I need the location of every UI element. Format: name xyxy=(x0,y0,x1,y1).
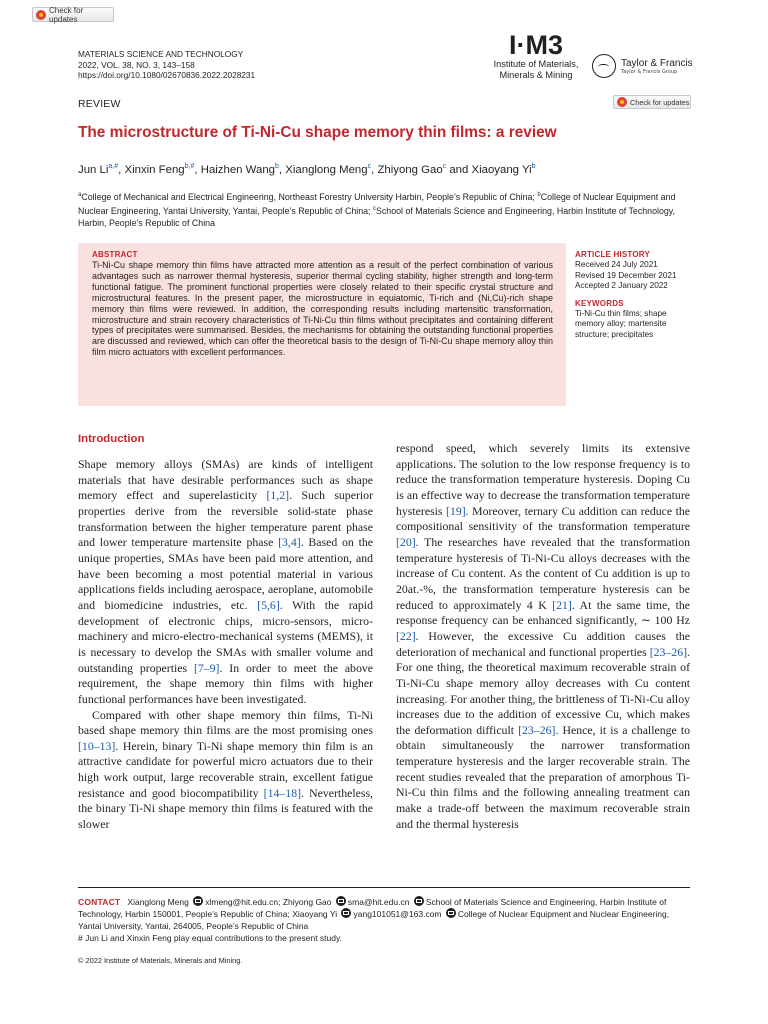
citation-link[interactable]: [1,2] xyxy=(266,488,290,503)
author-affiliation-mark: b xyxy=(275,163,279,170)
body-text: . Such superior properties derive from the reversible solid-state phase transformation between the higher temperature parent phase and lower temperature martensite phase xyxy=(78,488,373,550)
contact-name-1: Xianglong Meng xyxy=(127,897,189,907)
im3-logo-text xyxy=(484,59,588,81)
author-name: Haizhen Wang xyxy=(200,163,276,176)
contact-block xyxy=(78,896,690,944)
body-text: Compared with other shape memory thin films, Ti-Ni based shape memory thin films are the most promising ones xyxy=(78,707,373,738)
body-text: . Herein, binary Ti-Ni shape memory thin film is an attractive candidate for powerful micro actuators due to their high work output, large recoverable strain, excellent fatigue resistance and good biocompatibility xyxy=(78,738,373,800)
citation-link[interactable]: [10–13] xyxy=(78,738,116,753)
author-separator: , xyxy=(278,163,286,176)
journal-doi[interactable]: https://doi.org/10.1080/02670836.2022.2028231 xyxy=(78,70,256,81)
affil-mark-b: b xyxy=(537,192,541,198)
author-separator: and xyxy=(446,163,472,176)
im3-line1: Institute of Materials, xyxy=(493,59,579,69)
equal-contribution-note: # Jun Li and Xinxin Feng play equal contributions to the present study. xyxy=(78,933,342,944)
article-sidebar xyxy=(575,250,695,341)
author-affiliation-mark: b,# xyxy=(184,163,195,170)
citation-link[interactable]: [19] xyxy=(446,503,466,518)
footer-rule xyxy=(78,887,690,888)
abstract-heading: ABSTRACT xyxy=(92,250,138,259)
introduction-heading: Introduction xyxy=(78,433,145,445)
body-text: . Nevertheless, the binary Ti-Ni shape memory thin films is featured with the slower xyxy=(78,785,373,832)
affil-b: College of Nuclear Equipment and Nuclear Engineering, Yantai University, Yantai, People’s Republic of China; xyxy=(78,191,676,217)
citation-link[interactable]: [23–26] xyxy=(649,644,688,659)
abstract-text: Ti-Ni-Cu shape memory thin films have attracted more attention as a result of the perfect combination of various advantages such as narrower thermal hysteresis, superior thermal cycling stability, higher strength and long-term functional fatigue. The prominent functional properties were closely related to their specific crystal structure and microstructural features. In the present paper, the microstructure in equiatomic, Ti-rich and (Ni,Cu)-rich shape memory thin films were reviewed. In addition, the corresponding results including martensitic transformation, microstructure and strain recovery characteristics of Ti-Ni-Cu thin films without precipitates and containing different types of precipitates were summarised. Besides, the mechanisms for obtaining the outstanding functional properties are discussed and reviewed, which can offer the theoretical basis to the design of Ti-Ni-Cu shape memory alloy thin film micro actuators with excellent performances. xyxy=(92,260,553,358)
contact-label: CONTACT xyxy=(78,897,121,907)
citation-link[interactable]: [3,4] xyxy=(278,535,301,550)
keywords-heading: KEYWORDS xyxy=(575,298,624,308)
journal-volume: 2022, VOL. 38, NO. 3, 143–158 xyxy=(78,59,195,70)
body-column-right xyxy=(396,441,690,832)
affil-c: School of Materials Science and Engineering, Harbin Institute of Technology, Harbin, People’s Republic of China xyxy=(78,206,676,229)
intro-paragraph-2 xyxy=(78,708,373,833)
body-text: . Based on the unique properties, SMAs have been paid more attention, and have been becoming a most potential material in various applications fields including aerospace, aeroplane, automobile and biomedicine industries, etc. xyxy=(78,535,373,612)
article-title: The microstructure of Ti-Ni-Cu shape memory thin films: a review xyxy=(78,124,557,141)
author-separator: , xyxy=(371,163,378,176)
author-name: Xianglong Meng xyxy=(285,163,368,176)
citation-link[interactable]: [14–18] xyxy=(263,785,302,800)
history-received: Received 24 July 2021 xyxy=(575,260,658,269)
citation-link[interactable]: [7–9] xyxy=(193,660,220,675)
body-text: . With the rapid development of electronic chips, micro-sensors, micro-machinery and micro-electro-mechanical systems (MEMS), it is necessary to develop the SMAs with smaller volume and outstanding properties xyxy=(78,597,373,675)
contact-address-2: College of Nuclear Equipment and Nuclear Engineering, Yantai University, Yantai, 264005, People’s Republic of China xyxy=(78,909,670,932)
check-updates-icon xyxy=(617,97,627,107)
author-affiliation-mark: b xyxy=(531,163,536,170)
body-text: . However, the excessive Cu addition causes the deterioration of mechanical and functional properties xyxy=(396,628,690,659)
contact-email-1[interactable]: xlmeng@hit.edu.cn xyxy=(205,897,279,907)
affiliations xyxy=(78,189,690,229)
check-for-updates-button[interactable] xyxy=(32,7,114,22)
journal-info xyxy=(78,49,255,81)
copyright: © 2022 Institute of Materials, Minerals and Mining. xyxy=(78,956,243,965)
affil-mark-a: a xyxy=(78,192,82,198)
im3-line2: Minerals & Mining xyxy=(499,70,573,80)
contact-email-3[interactable]: yang101051@163.com xyxy=(353,909,442,920)
intro-paragraph-1 xyxy=(78,457,373,708)
taylor-francis-logo xyxy=(592,54,693,78)
article-type: REVIEW xyxy=(78,98,121,110)
check-updates-label: Check for updates xyxy=(630,97,690,107)
affil-mark-c: c xyxy=(372,206,376,213)
author-name: Jun Li xyxy=(78,163,109,176)
body-text: . In order to meet the above requirement, the shape memory thin films with higher functional performances have been investigated. xyxy=(78,660,373,706)
author-name: Xiaoyang Yi xyxy=(471,163,532,176)
body-text: . Hence, it is a challenge to obtain simultaneously the narrower transformation temperature hysteresis and the larger recoverable strain. The recent studies revealed that the preparation of amorphous Ti-Ni-Cu thin films and the following annealing treatment can make a trade-off between the maximum recoverable strain and the thermal hysteresis xyxy=(396,722,691,831)
check-updates-icon xyxy=(36,10,46,20)
body-column-left xyxy=(78,457,373,833)
contact-email-2[interactable]: sma@hit.edu.cn xyxy=(347,897,410,907)
body-text: Shape memory alloys (SMAs) are kinds of intelligent materials that have desirable performances such as shape memory effect and superelasticity xyxy=(78,457,373,503)
citation-link[interactable]: [23–26] xyxy=(518,722,556,737)
check-updates-label: Check for updates xyxy=(49,5,84,24)
author-name: Zhiyong Gao xyxy=(377,163,443,176)
author-list xyxy=(78,163,536,176)
journal-name: MATERIALS SCIENCE AND TECHNOLOGY xyxy=(78,49,244,59)
author-affiliation-mark: a,# xyxy=(108,163,119,170)
im3-logo xyxy=(484,32,588,81)
address-icon xyxy=(446,908,456,918)
affil-a: College of Mechanical and Electrical Engineering, Northeast Forestry University Harbin, People’s Republic of China; xyxy=(81,191,538,202)
keywords-text: Ti-Ni-Cu thin films; shape memory alloy; martensite structure; precipitates xyxy=(575,308,667,339)
author-affiliation-mark: c xyxy=(367,163,372,170)
email-icon xyxy=(341,908,351,918)
citation-link[interactable]: [22] xyxy=(396,628,416,643)
author-separator: , xyxy=(194,163,201,176)
body-text: . Moreover, ternary Cu addition can reduce the compositional sensitivity of the transformation temperature xyxy=(396,503,690,534)
contact-name-2: ; Zhiyong Gao xyxy=(278,897,332,907)
address-icon xyxy=(414,896,424,906)
email-icon xyxy=(193,896,203,906)
citation-link[interactable]: [21] xyxy=(552,597,572,612)
author-separator: , xyxy=(118,163,125,176)
history-accepted: Accepted 2 January 2022 xyxy=(575,281,668,291)
body-text: . At the same time, the response frequency can be enhanced significantly, ∼ 100 Hz xyxy=(396,597,691,628)
taylor-francis-icon xyxy=(592,54,616,78)
tf-group: Taylor & Francis Group xyxy=(621,68,678,75)
history-heading: ARTICLE HISTORY xyxy=(575,250,651,259)
author-affiliation-mark: c xyxy=(442,163,447,170)
body-text: respond speed, which severely limits its extensive applications. The solution to the low response frequency is to reduce the transformation temperature hysteresis. Doping Cu is an effective way to decrease the transformation temperature hysteresis xyxy=(396,441,690,518)
intro-paragraph-continued xyxy=(396,441,690,832)
contact-address-1: School of Materials Science and Engineering, Harbin Institute of Technology, Harbin 150001, People’s Republic of China; Xiaoyang Yi xyxy=(78,897,667,920)
body-text: . The researches have revealed that the transformation temperature hysteresis of Ti-Ni-Cu alloys decreases with the increase of Cu content. As the content of Cu addition is up to 20at.-%, the transformation temperature hysteresis can be reduced to approximately 4 K xyxy=(396,534,690,612)
author-name: Xinxin Feng xyxy=(124,163,185,176)
citation-link[interactable]: [5,6] xyxy=(257,597,280,612)
history-revised: Revised 19 December 2021 xyxy=(575,270,677,280)
tf-name: Taylor & Francis xyxy=(621,57,693,69)
body-text: . For one thing, the theoretical maximum recoverable strain of Ti-Ni-Cu shape memory alloy decreases with Cu content increasing. For another thing, the brittleness of Ti-Ni-Cu alloy increases due to the addition of excessive Cu, which makes the deformation difficult xyxy=(396,644,690,737)
im3-logo-mark: I·M3 xyxy=(509,30,563,60)
email-icon xyxy=(336,896,346,906)
citation-link[interactable]: [20] xyxy=(396,534,416,549)
check-for-updates-badge[interactable] xyxy=(613,95,691,109)
